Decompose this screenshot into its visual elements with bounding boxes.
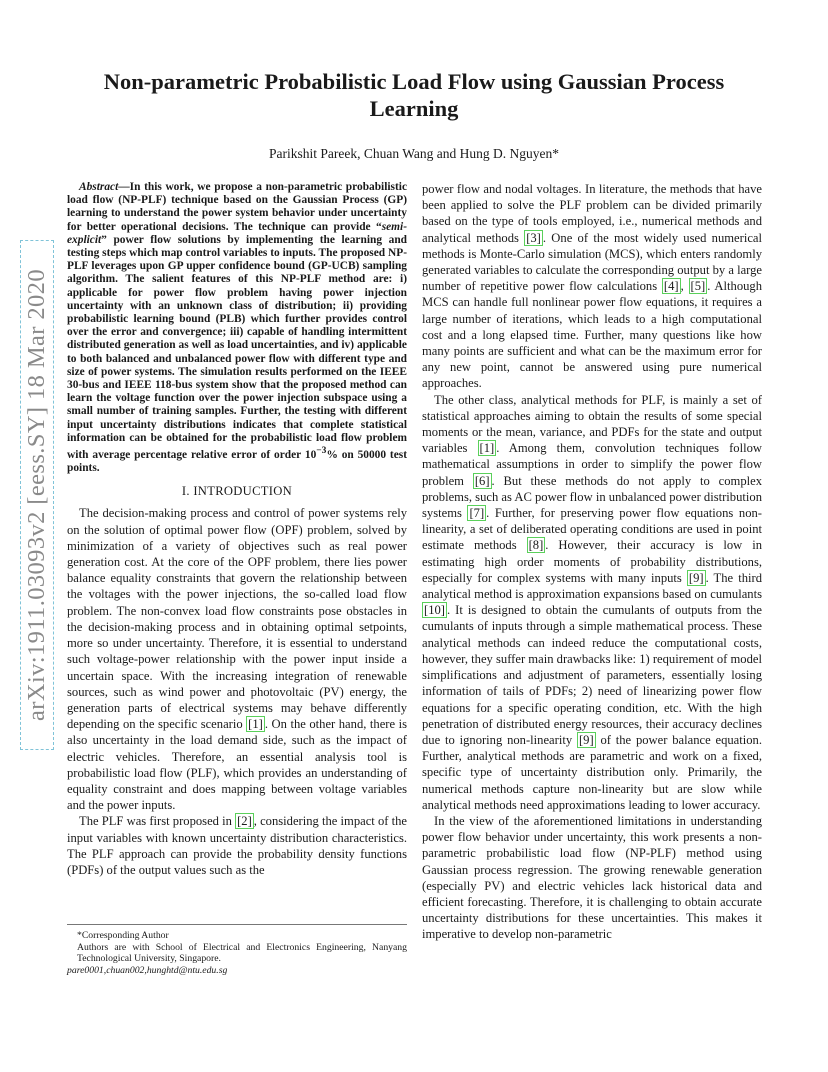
author-line: Parikshit Pareek, Chuan Wang and Hung D. Nguyen* <box>269 146 559 161</box>
abstract-semi-explicit: semi-explicit <box>67 220 407 246</box>
arxiv-identifier: arXiv:1911.03093v2 [eess.SY] 18 Mar 2020 <box>23 269 50 721</box>
right-paragraph-2 <box>422 392 762 813</box>
citation-link[interactable]: [4] <box>663 279 679 294</box>
para-text: of the power balance equation. Further, analytical methods are parametric and work on a fixed, specific type of uncertainty distribution only. Primarily, the numerical methods capture non-linearity but are slow while analytical methods need approximations leading to lower accuracy. <box>422 732 763 812</box>
citation-link[interactable]: [9] <box>578 732 594 747</box>
arxiv-side-stamp <box>20 240 54 750</box>
para-text: The other class, analytical methods for PLF, is mainly a set of statistical approaches aiming to obtain the results of some special moments or the mean, variance, and PDFs for the state and output variables <box>422 392 762 456</box>
citation-link[interactable]: [6] <box>474 473 490 488</box>
left-column <box>67 181 407 878</box>
footnote-corresponding: *Corresponding Author <box>77 930 169 941</box>
para-text: The PLF was first proposed in <box>79 814 236 829</box>
citation-link[interactable]: [10] <box>424 603 445 618</box>
section-heading-introduction: I. INTRODUCTION <box>181 484 293 499</box>
para-text: . On the other hand, there is also uncertainty in the load demand side, such as the impact of electric vehicles. Therefore, an essential analysis tool is probabilistic load flow (PLF), which provides an understanding of equality constraint and does mapping between voltage variables and the power inputs. <box>67 717 407 813</box>
abstract-label: Abstract <box>79 181 119 193</box>
para-text: . Further, for preserving power flow equations non-linearity, a set of deliberated operating conditions are used in point estimate methods <box>422 506 762 553</box>
abstract-text-2: ” power flow solutions by implementing the learning and testing steps which map control variables to inputs. The proposed NP-PLF leverages upon GP upper confidence bound (GP-UCB) sampling algorithm. The salient features of this NP-PLF method are: i) applicable for power flow problem having power injection uncertainty with an unknown class of distribution; ii) providing probabilistic learning bound (PLB) which further provides control over the error and convergence; iii) capable of handling intermittent distributed generation as well as load uncertainties, and iv) applicable to both balanced and unbalanced power flow with different type and size of power systems. The simulation results performed on the IEEE 30-bus and IEEE 118-bus system show that the proposed method can learn the voltage function over the power injection subspace using a small number of training samples. Further, the testing with different input uncertainty distributions indicates that complete statistical information can be obtained for the probabilistic load flow problem with average percentage relative error of order 10 <box>67 233 407 461</box>
para-text: , considering the impact of the input variables with known uncertainty distribution characteristics. The PLF approach can provide the probability density functions (PDFs) of the output values such as the <box>67 814 407 877</box>
citation-link[interactable]: [8] <box>528 538 544 553</box>
para-text: . Although MCS can handle full nonlinear power flow equations, it requires a large number of iterations, which leads to a high computational cost and a long elapsed time. Further, many questions like how many points are sufficient and what can be the maximum error for any new point, cannot be answered using pure numerical approaches. <box>422 279 763 391</box>
paper-title: Non-parametric Probabilistic Load Flow using Gaussian Process Learning <box>103 69 725 121</box>
right-column <box>422 181 762 943</box>
para-text: power flow and nodal voltages. In literature, the methods that have been applied to solve the PLF problem can be divided primarily based on the type of tools employed, i.e., numerical methods and analytical methods <box>422 182 762 245</box>
citation-link[interactable]: [1] <box>479 441 495 456</box>
intro-paragraph-2 <box>67 813 407 878</box>
citation-link[interactable]: [9] <box>688 570 704 585</box>
citation-link[interactable]: [3] <box>526 230 541 245</box>
para-text: . It is designed to obtain the cumulants of outputs from the cumulants of inputs through a simple mathematical process. These analytical methods can indeed reduce the computational costs, however, they suffer main drawbacks like: 1) requirement of model simplifications and adjustment of parameters, essentially losing information of tails of PDFs; 2) need of linearizing power flow equations for a specific operating condition, etc. With the high penetration of distributed energy resources, their accuracy declines due to ignoring non-linearity <box>422 603 762 747</box>
para-text: , <box>680 279 689 294</box>
abstract-text-1: —In this work, we propose a non-parametric probabilistic load flow (NP-PLF) technique based on the Gaussian Process (GP) learning to understand the power system behavior under uncertainty for better operational decisions. The technique can provide “ <box>67 181 407 233</box>
abstract <box>67 181 407 475</box>
right-paragraph-1 <box>422 181 762 392</box>
abstract-text-3: % on 50000 test points. <box>67 448 407 475</box>
intro-paragraph-1 <box>67 505 407 813</box>
right-paragraph-3: In the view of the aforementioned limitations in understanding power flow behavior under uncertainty, this work presents a non-parametric probabilistic load flow (NP-PLF) method using Gaussian process regression. The growing renewable generation (especially PV) and electric vehicles lack historical data and efficient forecasting. Therefore, it is challenging to obtain accurate uncertainty distributions for these uncertainties. This makes it imperative to develop non-parametric <box>422 813 762 942</box>
footnote-affiliation: Authors are with School of Electrical and Electronics Engineering, Nanyang Technological University, Singapore. <box>77 941 407 965</box>
para-text: . Among them, convolution techniques follow mathematical assumptions in order to simplify the power flow problem <box>422 441 762 488</box>
citation-link[interactable]: [2] <box>237 814 252 829</box>
footnote-emails: pare0001,chuan002,hunghtd@ntu.edu.sg <box>67 964 228 976</box>
para-text: The decision-making process and control of power systems rely on the solution of optimal power flow (OPF) problem, solved by minimization of a variety of objectives such as real power generation cost. At the core of the OPF problem, there lies power balance equality constraints that govern the relationship between the voltages with the power injections, the so-called load flow problem. The non-convex load flow constraints pose obstacles in the decision-making process and in obtaining optimal setpoints, more so under uncertainty. Therefore, it is essential to understand such voltage-power relationship with the power input inside a uncertain space. With the increasing integration of renewable sources, such as wind power and photovoltaic (PV) energy, the generation parts of electrical systems may behave differently depending on the specific scenario <box>67 506 407 732</box>
para-text: . However, their accuracy is low in estimating high order moments of probability distributions, especially for complex systems with many inputs <box>422 538 762 585</box>
footnote <box>67 924 407 976</box>
citation-link[interactable]: [7] <box>469 506 485 521</box>
citation-link[interactable]: [1] <box>248 717 263 732</box>
para-text: . The third analytical method is approximation expansions based on cumulants <box>422 570 762 602</box>
citation-link[interactable]: [5] <box>690 279 706 294</box>
para-text: . One of the most widely used numerical methods is Monte-Carlo simulation (MCS), which enters randomly generated variables to calculate the corresponding output by a large number of repetitive power flow calculations <box>422 230 763 294</box>
abstract-exponent: −3 <box>316 446 327 457</box>
para-text: . But these methods do not apply to complex problems, such as AC power flow in unbalanced power distribution systems <box>422 473 762 521</box>
